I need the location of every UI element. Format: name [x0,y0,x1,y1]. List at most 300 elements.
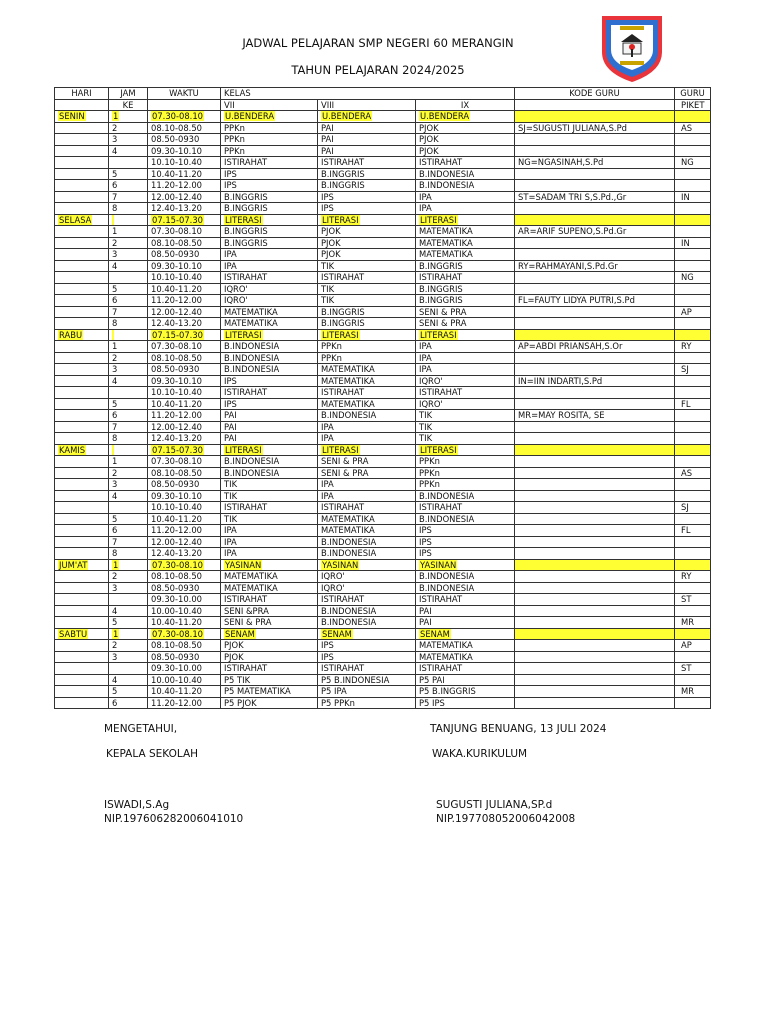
header-ke: KE [109,99,148,111]
cell-jam: 3 [109,582,148,594]
cell-piket [675,203,711,215]
cell-ix: P5 IPS [416,697,515,709]
cell-viii: B.INGGRIS [318,180,416,192]
cell-ix: B.INDONESIA [416,168,515,180]
cell-ix: P5 B.INGGRIS [416,686,515,698]
cell-vii: IPA [221,536,318,548]
cell-hari [55,444,109,456]
cell-piket: MR [675,617,711,629]
cell-viii: B.INDONESIA [318,410,416,422]
cell-ix [416,214,515,226]
cell-jam: 8 [109,548,148,560]
cell-vii [221,628,318,640]
cell-waktu: 08.50-0930 [148,582,221,594]
cell-hari [55,306,109,318]
table-row [55,134,711,146]
cell-kode [515,283,675,295]
cell-vii: TIK [221,513,318,525]
table-row [55,536,711,548]
cell-piket [675,249,711,261]
table-row [55,697,711,709]
cell-ix: SENI & PRA [416,306,515,318]
cell-vii: MATEMATIKA [221,582,318,594]
cell-kode: AR=ARIF SUPENO,S.Pd.Gr [515,226,675,238]
table-row [55,364,711,376]
cell-vii: IQRO' [221,295,318,307]
cell-vii: SENI &PRA [221,605,318,617]
table-row [55,237,711,249]
cell-jam: 8 [109,433,148,445]
cell-kode [515,352,675,364]
table-row [55,352,711,364]
highlight-text: YASINAN [322,559,359,570]
cell-kode: SJ=SUGUSTI JULIANA,S.Pd [515,122,675,134]
highlight-text [112,215,114,225]
cell-viii: IPA [318,421,416,433]
cell-ix [416,444,515,456]
cell-hari [55,341,109,353]
cell-kode [515,249,675,261]
cell-jam [109,272,148,284]
cell-piket [675,168,711,180]
cell-ix: PJOK [416,145,515,157]
cell-jam [109,663,148,675]
cell-kode [515,145,675,157]
cell-ix: ISTIRAHAT [416,272,515,284]
cell-jam: 3 [109,249,148,261]
cell-kode [515,686,675,698]
cell-hari [55,456,109,468]
cell-viii: P5 PPKn [318,697,416,709]
cell-piket [675,214,711,226]
cell-piket [675,697,711,709]
cell-waktu: 11.20-12.00 [148,525,221,537]
cell-piket [675,283,711,295]
cell-kode: RY=RAHMAYANI,S.Pd.Gr [515,260,675,272]
cell-hari [55,502,109,514]
cell-kode [515,571,675,583]
cell-kode [515,617,675,629]
cell-kode [515,421,675,433]
cell-waktu: 09.30-10.10 [148,260,221,272]
cell-piket [675,628,711,640]
cell-jam: 6 [109,410,148,422]
highlight-text: 07.15-07.30 [152,214,203,225]
cell-ix: MATEMATIKA [416,249,515,261]
cell-waktu: 07.30-08.10 [148,226,221,238]
sign-left-nip: NIP.197606282006041010 [104,813,244,825]
cell-viii: IPS [318,191,416,203]
highlight-text: 1 [113,559,119,570]
cell-piket: ST [675,663,711,675]
table-row [55,341,711,353]
cell-jam [109,594,148,606]
cell-jam: 4 [109,605,148,617]
cell-kode [515,605,675,617]
cell-waktu: 10.40-11.20 [148,283,221,295]
cell-jam: 3 [109,651,148,663]
cell-vii [221,329,318,341]
table-row [55,467,711,479]
cell-jam: 2 [109,467,148,479]
cell-viii: PAI [318,122,416,134]
highlight-text: SENAM [225,628,255,639]
cell-kode [515,203,675,215]
cell-kode [515,168,675,180]
cell-jam: 3 [109,364,148,376]
cell-piket [675,111,711,123]
cell-viii [318,628,416,640]
cell-viii: B.INGGRIS [318,318,416,330]
cell-ix: B.INDONESIA [416,513,515,525]
cell-waktu: 10.10-10.40 [148,272,221,284]
highlight-text: LITERASI [225,214,262,225]
cell-jam [109,157,148,169]
cell-waktu [148,111,221,123]
cell-hari [55,421,109,433]
cell-ix: IPA [416,341,515,353]
cell-vii: IPA [221,260,318,272]
highlight-text: 07.15-07.30 [152,444,203,455]
cell-waktu: 08.10-08.50 [148,467,221,479]
cell-piket: IN [675,191,711,203]
cell-jam: 5 [109,686,148,698]
cell-piket: SJ [675,364,711,376]
cell-ix: B.INGGRIS [416,295,515,307]
cell-piket [675,295,711,307]
cell-waktu: 12.00-12.40 [148,191,221,203]
table-row [55,295,711,307]
cell-hari [55,525,109,537]
cell-viii: PJOK [318,226,416,238]
highlight-text: U.BENDERA [322,111,372,121]
cell-jam [109,111,148,123]
table-row [55,329,711,341]
cell-hari [55,513,109,525]
table-row [55,686,711,698]
table-row [55,214,711,226]
sign-right-role: WAKA.KURIKULUM [432,748,528,760]
cell-vii: P5 PJOK [221,697,318,709]
cell-viii: IPA [318,490,416,502]
cell-kode [515,272,675,284]
table-row [55,502,711,514]
cell-piket [675,318,711,330]
cell-vii: ISTIRAHAT [221,502,318,514]
cell-piket [675,490,711,502]
cell-viii: ISTIRAHAT [318,594,416,606]
cell-piket: ST [675,594,711,606]
highlight-text [112,330,114,340]
cell-waktu: 07.30-08.10 [148,456,221,468]
table-row [55,157,711,169]
cell-vii: TIK [221,490,318,502]
cell-viii: B.INDONESIA [318,617,416,629]
cell-hari [55,387,109,399]
cell-viii: B.INDONESIA [318,548,416,560]
cell-ix: ISTIRAHAT [416,502,515,514]
cell-kode [515,697,675,709]
cell-vii [221,111,318,123]
cell-viii: PPKn [318,352,416,364]
cell-jam: 3 [109,479,148,491]
cell-hari [55,180,109,192]
cell-ix: B.INDONESIA [416,180,515,192]
table-row [55,444,711,456]
cell-viii [318,214,416,226]
table-row [55,226,711,238]
header-viii: VIII [318,99,416,111]
cell-jam: 5 [109,398,148,410]
cell-vii: B.INDONESIA [221,352,318,364]
cell-viii: TIK [318,295,416,307]
highlight-text: JUM'AT [59,559,88,570]
table-row [55,651,711,663]
cell-ix: MATEMATIKA [416,237,515,249]
header-waktu: WAKTU [148,88,221,100]
cell-hari [55,375,109,387]
cell-viii [318,559,416,571]
cell-hari [55,295,109,307]
cell-vii: IPS [221,375,318,387]
cell-ix: PPKn [416,467,515,479]
cell-waktu: 08.50-0930 [148,479,221,491]
cell-jam [109,444,148,456]
cell-ix: P5 PAI [416,674,515,686]
cell-waktu: 09.30-10.10 [148,375,221,387]
cell-vii [221,444,318,456]
cell-vii [221,214,318,226]
cell-waktu: 09.30-10.10 [148,490,221,502]
cell-viii: IQRO' [318,571,416,583]
cell-kode [515,214,675,226]
highlight-text: LITERASI [322,214,359,225]
cell-piket: NG [675,157,711,169]
cell-hari [55,467,109,479]
highlight-text: LITERASI [420,444,457,455]
cell-waktu: 12.40-13.20 [148,203,221,215]
cell-piket [675,134,711,146]
cell-vii: IPA [221,548,318,560]
cell-jam: 6 [109,697,148,709]
cell-hari [55,571,109,583]
highlight-text: 07.30-08.10 [152,559,203,570]
cell-jam: 1 [109,456,148,468]
cell-vii: B.INDONESIA [221,456,318,468]
cell-ix: IQRO' [416,375,515,387]
cell-jam: 7 [109,191,148,203]
cell-hari [55,226,109,238]
cell-viii [318,329,416,341]
highlight-text: U.BENDERA [420,111,470,121]
cell-waktu: 08.50-0930 [148,249,221,261]
cell-viii [318,444,416,456]
cell-kode [515,364,675,376]
cell-jam: 4 [109,674,148,686]
cell-kode [515,237,675,249]
cell-piket [675,387,711,399]
table-row [55,398,711,410]
school-logo [596,12,668,84]
highlight-text: SABTU [59,628,88,639]
highlight-text: 07.15-07.30 [152,329,203,340]
cell-hari [55,283,109,295]
cell-hari [55,686,109,698]
cell-hari [55,628,109,640]
cell-piket: SJ [675,502,711,514]
schedule-body [55,111,711,709]
cell-vii: ISTIRAHAT [221,387,318,399]
cell-kode [515,525,675,537]
cell-ix: PPKn [416,479,515,491]
highlight-text: SENAM [322,628,352,639]
cell-kode [515,306,675,318]
cell-viii: ISTIRAHAT [318,387,416,399]
cell-jam: 3 [109,134,148,146]
cell-jam: 2 [109,122,148,134]
cell-waktu: 11.20-12.00 [148,410,221,422]
header-guru: GURU [675,88,711,100]
cell-piket: AS [675,122,711,134]
cell-kode [515,663,675,675]
table-row [55,617,711,629]
cell-jam: 2 [109,571,148,583]
cell-jam: 7 [109,421,148,433]
cell-hari [55,479,109,491]
cell-ix: B.INDONESIA [416,582,515,594]
cell-jam: 5 [109,283,148,295]
highlight-text: LITERASI [225,329,262,340]
table-row [55,674,711,686]
cell-vii: ISTIRAHAT [221,594,318,606]
cell-vii: PPKn [221,134,318,146]
cell-waktu: 12.40-13.20 [148,433,221,445]
cell-ix: PJOK [416,134,515,146]
cell-ix: PAI [416,617,515,629]
cell-waktu: 08.10-08.50 [148,352,221,364]
cell-vii: PAI [221,421,318,433]
cell-kode [515,433,675,445]
sign-left-role: KEPALA SEKOLAH [106,748,199,760]
cell-ix: TIK [416,421,515,433]
table-row [55,283,711,295]
cell-viii: B.INDONESIA [318,605,416,617]
cell-kode [515,559,675,571]
cell-waktu: 12.00-12.40 [148,421,221,433]
cell-viii: IPS [318,640,416,652]
cell-piket [675,444,711,456]
table-row [55,433,711,445]
cell-viii: SENI & PRA [318,456,416,468]
cell-waktu: 07.30-08.10 [148,341,221,353]
cell-jam [109,329,148,341]
cell-ix [416,111,515,123]
table-row [55,628,711,640]
cell-piket [675,433,711,445]
table-row [55,582,711,594]
cell-ix: ISTIRAHAT [416,157,515,169]
cell-viii: ISTIRAHAT [318,157,416,169]
highlight-text: LITERASI [420,329,457,340]
cell-hari [55,410,109,422]
header-ix: IX [416,99,515,111]
cell-waktu: 08.50-0930 [148,364,221,376]
cell-vii: B.INGGRIS [221,191,318,203]
cell-vii: B.INDONESIA [221,467,318,479]
cell-kode [515,318,675,330]
cell-kode [515,456,675,468]
cell-viii: MATEMATIKA [318,398,416,410]
table-row [55,663,711,675]
cell-jam: 8 [109,318,148,330]
cell-ix: IQRO' [416,398,515,410]
sign-right-place-date: TANJUNG BENUANG, 13 JULI 2024 [430,723,607,735]
cell-viii: PPKn [318,341,416,353]
cell-piket [675,674,711,686]
cell-viii: ISTIRAHAT [318,272,416,284]
cell-kode: AP=ABDI PRIANSAH,S.Or [515,341,675,353]
cell-piket: RY [675,341,711,353]
cell-kode [515,502,675,514]
table-row [55,479,711,491]
cell-hari [55,640,109,652]
cell-jam [109,502,148,514]
cell-hari [55,548,109,560]
cell-piket [675,260,711,272]
cell-ix: IPA [416,364,515,376]
cell-kode [515,444,675,456]
cell-viii: MATEMATIKA [318,513,416,525]
cell-piket [675,145,711,157]
cell-vii: P5 TIK [221,674,318,686]
cell-piket [675,582,711,594]
cell-hari [55,663,109,675]
cell-ix: IPS [416,548,515,560]
cell-viii: PJOK [318,237,416,249]
cell-waktu: 08.10-08.50 [148,122,221,134]
cell-vii: B.INGGRIS [221,203,318,215]
cell-piket: AP [675,640,711,652]
cell-waktu: 10.10-10.40 [148,502,221,514]
highlight-text: SELASA [59,214,92,225]
cell-waktu: 12.40-13.20 [148,318,221,330]
cell-jam [109,559,148,571]
cell-ix: IPA [416,203,515,215]
cell-ix: MATEMATIKA [416,651,515,663]
cell-jam: 4 [109,260,148,272]
cell-vii: SENI & PRA [221,617,318,629]
cell-vii: B.INDONESIA [221,364,318,376]
cell-kode: ST=SADAM TRI S,S.Pd.,Gr [515,191,675,203]
highlight-text: 1 [113,111,119,121]
cell-piket [675,329,711,341]
table-row [55,180,711,192]
cell-waktu: 09.30-10.10 [148,145,221,157]
cell-kode: FL=FAUTY LIDYA PUTRI,S.Pd [515,295,675,307]
cell-waktu: 08.10-08.50 [148,237,221,249]
header-blank [515,99,675,111]
cell-piket [675,513,711,525]
cell-viii: P5 IPA [318,686,416,698]
schedule-table [54,87,711,709]
cell-vii: P5 MATEMATIKA [221,686,318,698]
highlight-text [112,445,114,455]
cell-jam: 6 [109,180,148,192]
table-row [55,490,711,502]
cell-viii: B.INDONESIA [318,536,416,548]
table-row [55,168,711,180]
cell-piket: NG [675,272,711,284]
